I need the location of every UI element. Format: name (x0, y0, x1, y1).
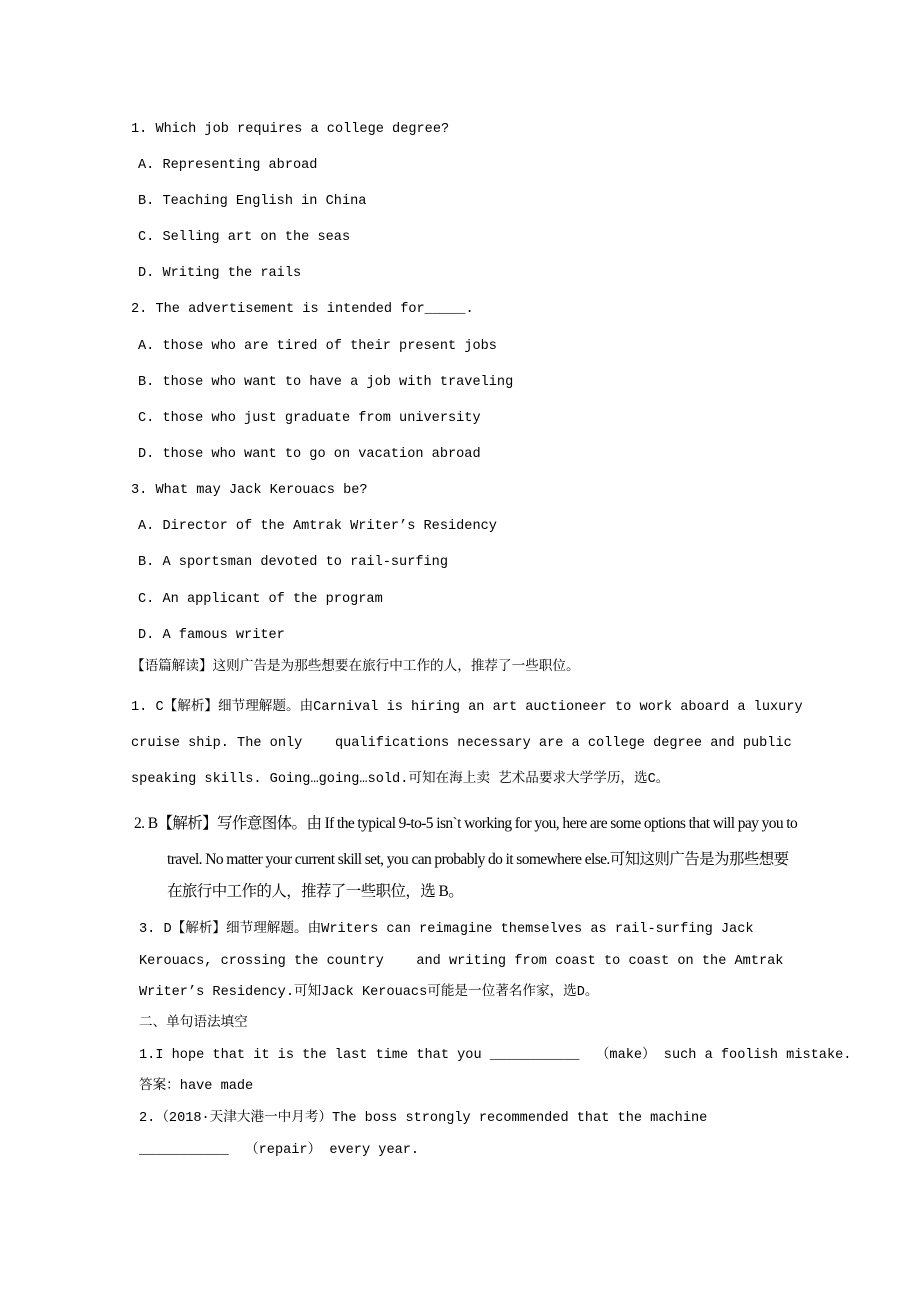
question-2-option-c: C. those who just graduate from university (138, 411, 481, 426)
explanation-3-line: Kerouacs, crossing the country and writing from coast to coast on the Amtrak (139, 954, 784, 969)
question-2-option-a: A. those who are tired of their present jobs (138, 339, 497, 354)
question-1-option-a: A. Representing abroad (138, 158, 318, 173)
grammar-question-2: 2.（2018·天津大港一中月考）The boss strongly recommended that the machine (139, 1111, 708, 1126)
question-1-option-d: D. Writing the rails (138, 266, 302, 281)
explanation-2-line: 在旅行中工作的人，推荐了一些职位，选 B。 (167, 883, 464, 900)
explanation-3-line: Writer’s Residency.可知Jack Kerouacs可能是一位著名作家，选D。 (139, 985, 599, 1000)
grammar-question-2-continued: ___________ （repair） every year. (139, 1143, 420, 1158)
explanation-1-line: cruise ship. The only qualifications necessary are a college degree and public (131, 736, 792, 751)
explanation-1-line: speaking skills. Going…going…sold.可知在海上卖 艺术品要求大学学历，选C。 (131, 772, 670, 787)
question-3-stem: 3. What may Jack Kerouacs be? (131, 483, 368, 498)
question-1-option-c: C. Selling art on the seas (138, 230, 351, 245)
question-1-option-b: B. Teaching English in China (138, 194, 367, 209)
question-3-option-a: A. Director of the Amtrak Writer’s Residency (138, 519, 497, 534)
question-2-stem: 2. The advertisement is intended for_____. (131, 302, 474, 317)
explanation-2-line: 2. B【解析】写作意图体。由 If the typical 9-to-5 isn`t working for you, here are some options that will pay you to (134, 815, 798, 832)
section-title: 二、单句语法填空 (139, 1016, 248, 1031)
grammar-question-1: 1.I hope that it is the last time that you ___________ （make） such a foolish mistake. (139, 1048, 852, 1063)
grammar-answer-1: 答案：have made (139, 1079, 254, 1094)
question-3-option-b: B. A sportsman devoted to rail-surfing (138, 555, 448, 570)
question-2-option-d: D. those who want to go on vacation abroad (138, 447, 481, 462)
explanation-1-line: 1. C【解析】细节理解题。由Carnival is hiring an art auctioneer to work aboard a luxury (131, 700, 803, 715)
passage-summary: 【语篇解读】这则广告是为那些想要在旅行中工作的人，推荐了一些职位。 (131, 660, 580, 675)
explanation-2-line: travel. No matter your current skill set, you can probably do it somewhere else.可知这则广告是为那些想要 (167, 851, 789, 868)
question-2-option-b: B. those who want to have a job with traveling (138, 375, 514, 390)
explanation-3-line: 3. D【解析】细节理解题。由Writers can reimagine themselves as rail-surfing Jack (139, 922, 754, 937)
question-3-option-d: D. A famous writer (138, 628, 285, 643)
question-1-stem: 1. Which job requires a college degree? (131, 122, 450, 137)
question-3-option-c: C. An applicant of the program (138, 592, 383, 607)
